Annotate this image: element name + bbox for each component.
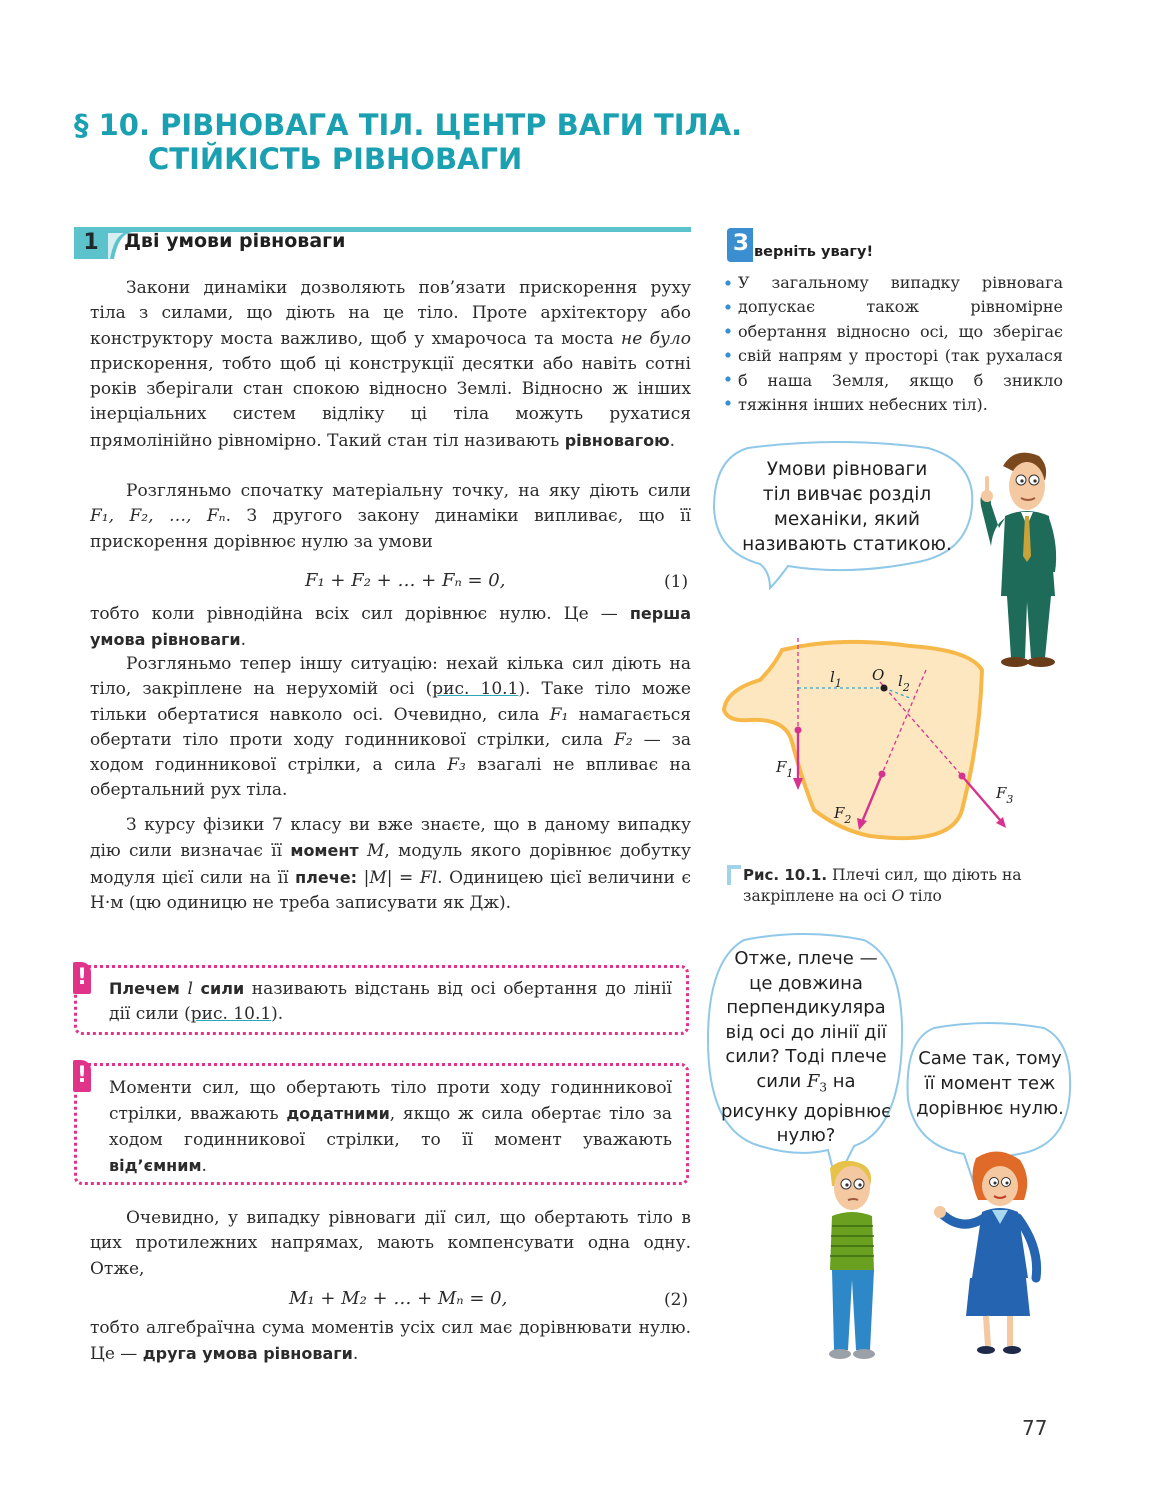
- title-line-2: СТІЙКІСТЬ РІВНОВАГИ: [148, 142, 523, 176]
- force-f1-arrowhead: [793, 778, 803, 790]
- title-line-1: § 10. РІВНОВАГА ТІЛ. ЦЕНТР ВАГИ ТІЛА.: [74, 108, 743, 142]
- definition-box-arm: ! Плечем l сили називають відстань від осі обертання до лінії дії сили (рис. 10.1).: [74, 965, 689, 1035]
- bubble-teacher-text: Умови рівноваги тіл вивчає розділ механіки, який називають статикою.: [742, 459, 952, 555]
- attention-text: У загальному випадку рівновага допускає також рівномірне обертання відносно осі, що зберігає свій напрям у просторі (так рухалася б наша Земля, якщо б зникло тяжіння інших небесних тіл).: [738, 273, 1063, 415]
- paragraph-7: тобто алгебраїчна сума моментів усіх сил має дорівнювати нулю. Це — друга умова рівноваги.: [90, 1318, 691, 1365]
- figure-caption: Рис. 10.1. Плечі сил, що діють на закріплене на осі O тіло: [727, 865, 1067, 907]
- label-l1: $l_1$: [830, 668, 842, 690]
- term-arm: плече:: [295, 867, 357, 887]
- force-f3-arrow: [962, 776, 1000, 820]
- label-o: O: [872, 666, 885, 684]
- term-second-condition: друга умова рівноваги: [142, 1344, 353, 1364]
- label-l2: $l_2$: [898, 672, 910, 694]
- paragraph-1: Закони динаміки дозволяють пов’язати прискорення руху тіла з силами, що діють на це тіло. Проте архітектору або конструктору моста важливо, щоб у хмарочоса та моста не було прискорення, тобто щоб ці конструкції десятки або навіть сотні років зберігали стан спокою відносно Землі. Відносно ж інших інерціальних систем відліку ці тіла можуть рухатися прямолінійно рівномірно. Такий стан тіл називають рівновагою.: [90, 278, 691, 451]
- paragraph-4: Розгляньмо тепер іншу ситуацію: нехай кілька сил діють на тіло, закріплене на нерухомій осі (рис. 10.1). Таке тіло може тільки обертатися навколо осі. Очевидно, сила F₁ намагається обертати тіло проти ходу годинникової стрілки, сила F₂ — за ходом годинникової стрілки, а сила F₃ взагалі не впливає на обертальний рух тіла.: [90, 654, 691, 801]
- figure-link[interactable]: рис. 10.1: [432, 679, 519, 700]
- equation-2: M₁ + M₂ + … + Mₙ = 0,: [289, 1288, 508, 1309]
- exclamation-icon: !: [73, 962, 91, 994]
- emphasis-no-acceleration: не було: [621, 328, 691, 349]
- caption-corner-mark: [727, 865, 741, 885]
- moment-formula: |M| = Fl: [356, 867, 438, 888]
- paragraph-3: тобто коли рівнодійна всіх сил дорівнює нулю. Це — перша умова рівноваги.: [90, 604, 691, 651]
- equation-1-number: (1): [664, 572, 689, 592]
- rigid-body-shape: [724, 642, 982, 838]
- bubble-boy-text: Отже, плече — це довжина перпендикуляра від осі до лінії дії сили? Тоді плече сили $F_3$ на рисунку дорівнює нулю?: [721, 948, 891, 1147]
- boy-illustration: [818, 1160, 888, 1360]
- page-number: 77: [1022, 1416, 1048, 1440]
- term-equilibrium: рівновагою: [564, 430, 670, 450]
- axis-point-o: [881, 685, 888, 692]
- definition-box-moments: ! Моменти сил, що обертають тіло проти ходу годинникової стрілки, вважають додатними, якщо ж сила обертає тіло за ходом годинникової стрілки, то її момент уважають від’ємним.: [74, 1063, 689, 1185]
- term-first-condition: перша умова рівноваги: [90, 604, 691, 650]
- equation-2-number: (2): [664, 1290, 689, 1310]
- exclamation-icon: !: [73, 1060, 91, 1092]
- bubble-woman-text: Саме так, тому її момент теж дорівнює нулю.: [916, 1048, 1064, 1119]
- paragraph-5: З курсу фізики 7 класу ви вже знаєте, що в даному випадку дію сили визначає її момент M, модуль якого дорівнює добутку модуля цієї сили на її плече: |M| = Fl. Одиницею цієї величини є Н·м (цю одиницю не треба записувати як Дж).: [90, 815, 692, 913]
- figure-10-1: [720, 630, 1050, 850]
- figure-link[interactable]: рис. 10.1: [190, 1004, 272, 1025]
- paragraph-2: Розгляньмо спочатку матеріальну точку, на яку діють сили F₁, F₂, …, Fₙ. З другого закону динаміки випливає, що її прискорення дорівнює нулю за умови: [90, 481, 691, 552]
- dotted-margin-decoration: [722, 275, 734, 420]
- label-f3: $F_3$: [996, 784, 1014, 806]
- section-title: Дві умови рівноваги: [124, 230, 346, 252]
- section-number: 1: [74, 227, 108, 259]
- paragraph-6: Очевидно, у випадку рівноваги дії сил, що обертають тіло в цих протилежних напрямах, мають компенсувати одна одну. Отже,: [90, 1208, 691, 1279]
- label-f2: $F_2$: [834, 804, 852, 826]
- forces-list: F₁, F₂, …, Fₙ: [90, 506, 226, 527]
- woman-illustration: [932, 1148, 1052, 1358]
- equation-1: F₁ + F₂ + … + Fₙ = 0,: [305, 570, 506, 591]
- term-moment: момент: [290, 841, 359, 861]
- page-title: [74, 108, 774, 176]
- label-f1: $F_1$: [776, 758, 794, 780]
